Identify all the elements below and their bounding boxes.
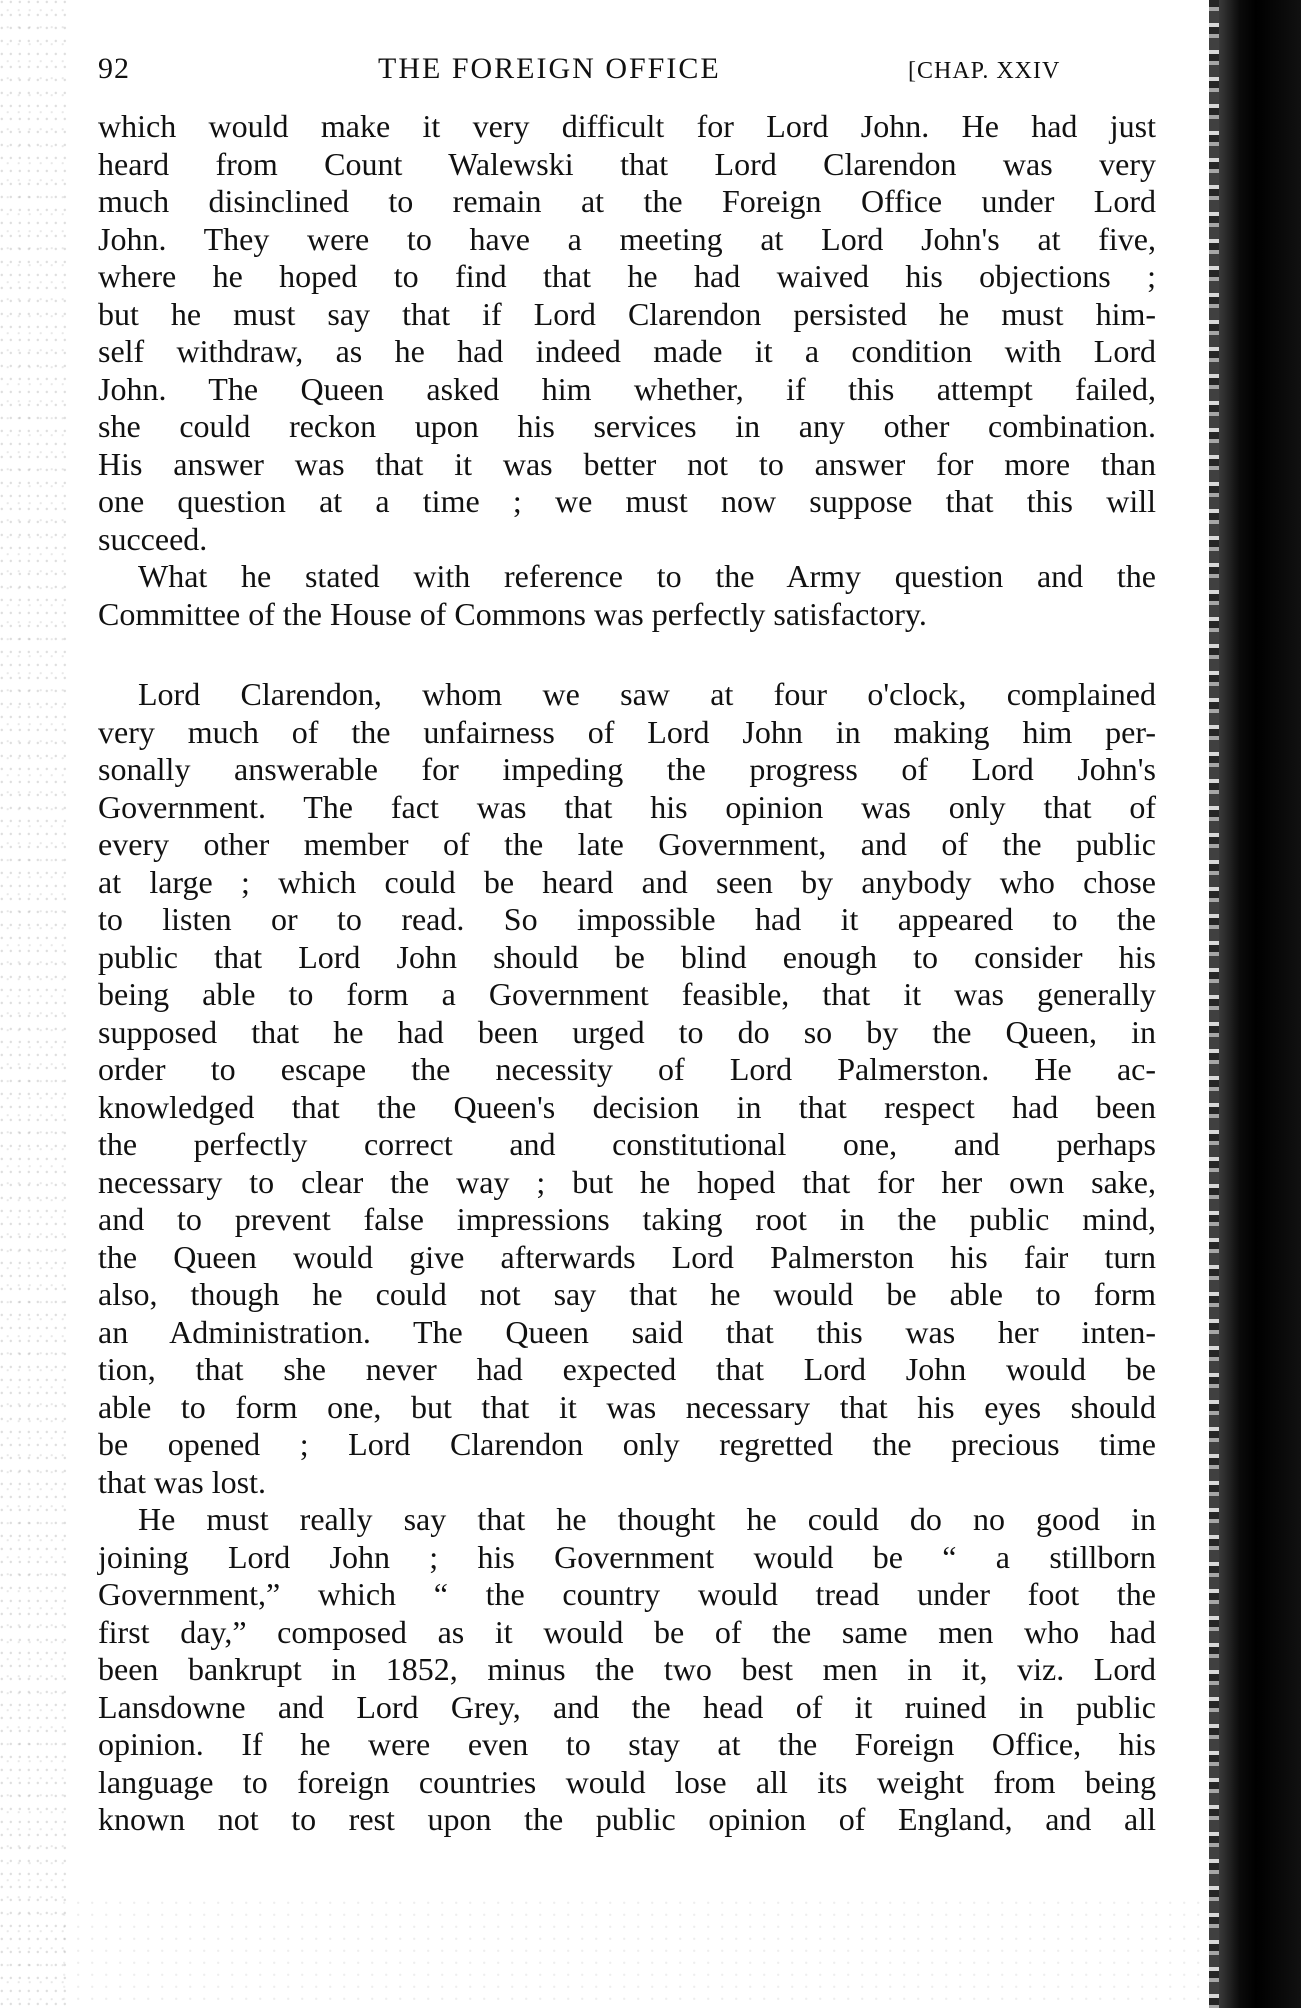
text-line: John. The Queen asked him whether, if this attempt failed, (98, 370, 1156, 407)
paragraph (98, 676, 1156, 1501)
text-line: succeed. (98, 520, 208, 557)
text-line: opinion. If he were even to stay at the Foreign Office, his (98, 1726, 1156, 1762)
text-line: to listen or to read. So impossible had it appeared to the (98, 901, 1156, 937)
text-line: knowledged that the Queen's decision in that respect had been (98, 1088, 1156, 1125)
text-line: but he must say that if Lord Clarendon persisted he must him- (98, 295, 1156, 332)
binding-shadow (1219, 0, 1301, 2008)
chapter-label-text: [CHAP. XXIV (908, 58, 1061, 84)
text-line: able to form one, but that it was necessary that his eyes should (98, 1388, 1156, 1425)
text-line: every other member of the late Government, and of the public (98, 826, 1156, 862)
text-line: been bankrupt in 1852, minus the two best men in it, viz. Lord (98, 1651, 1156, 1687)
text-line: tion, that she never had expected that Lord John would be (98, 1351, 1156, 1387)
text-line: supposed that he had been urged to do so by the Queen, in (98, 1013, 1156, 1050)
text-line: His answer was that it was better not to answer for more than (98, 445, 1156, 482)
text-line: What he stated with reference to the Army question and the (138, 558, 1156, 594)
text-line: she could reckon upon his services in any other combination. (98, 408, 1156, 444)
page-number: 92 (98, 52, 130, 85)
text-line: at large ; which could be heard and seen by anybody who chose (98, 863, 1156, 900)
text-line: one question at a time ; we must now suppose that this will (98, 483, 1156, 519)
text-line: which would make it very difficult for Lord John. He had just (98, 108, 1156, 144)
text-line: Government,” which “ the country would tread under foot the (98, 1576, 1156, 1612)
chapter-label (908, 52, 1060, 86)
text-line: where he hoped to find that he had waived his objections ; (98, 258, 1156, 294)
text-line: language to foreign countries would lose all its weight from being (98, 1763, 1156, 1800)
text-line: and to prevent false impressions taking root in the public mind, (98, 1201, 1156, 1237)
running-title: THE FOREIGN OFFICE (378, 52, 721, 85)
paragraph (98, 1501, 1156, 1839)
text-line: the Queen would give afterwards Lord Palmerston his fair turn (98, 1238, 1156, 1275)
text-line: necessary to clear the way ; but he hoped that for her own sake, (98, 1163, 1156, 1200)
text-line: Committee of the House of Commons was perfectly satisfactory. (98, 595, 927, 632)
text-line: joining Lord John ; his Government would be “ a stillborn (98, 1538, 1156, 1575)
text-line: John. They were to have a meeting at Lord John's at five, (98, 220, 1156, 257)
text-line: an Administration. The Queen said that this was her inten- (98, 1313, 1156, 1350)
text-line: Lansdowne and Lord Grey, and the head of it ruined in public (98, 1688, 1156, 1725)
text-line: Lord Clarendon, whom we saw at four o'clock, complained (138, 676, 1156, 712)
text-line: known not to rest upon the public opinion of England, and all (98, 1801, 1156, 1837)
text-line: that was lost. (98, 1463, 266, 1500)
text-line: Government. The fact was that his opinion was only that of (98, 788, 1156, 825)
text-line: the perfectly correct and constitutional one, and perhaps (98, 1126, 1156, 1162)
text-line: also, though he could not say that he would be able to form (98, 1276, 1156, 1312)
text-line: self withdraw, as he had indeed made it a condition with Lord (98, 333, 1156, 369)
text-line: first day,” composed as it would be of the same men who had (98, 1613, 1156, 1650)
text-line: He must really say that he thought he could do no good in (138, 1501, 1156, 1537)
body-text (98, 108, 1156, 1839)
paragraph (98, 108, 1156, 558)
scan-noise-bottom (60, 1898, 1210, 2008)
text-line: be opened ; Lord Clarendon only regretted the precious time (98, 1426, 1156, 1462)
paragraph (98, 558, 1156, 633)
text-line: very much of the unfairness of Lord John in making him per- (98, 713, 1156, 750)
section-break (98, 633, 1156, 676)
text-line: public that Lord John should be blind enough to consider his (98, 938, 1156, 975)
text-line: order to escape the necessity of Lord Palmerston. He ac- (98, 1051, 1156, 1087)
text-line: heard from Count Walewski that Lord Clarendon was very (98, 145, 1156, 182)
running-header (98, 52, 1168, 92)
text-line: much disinclined to remain at the Foreign Office under Lord (98, 183, 1156, 219)
text-line: sonally answerable for impeding the progress of Lord John's (98, 751, 1156, 787)
scan-noise-left (0, 0, 70, 2008)
text-line: being able to form a Government feasible, that it was generally (98, 976, 1156, 1012)
